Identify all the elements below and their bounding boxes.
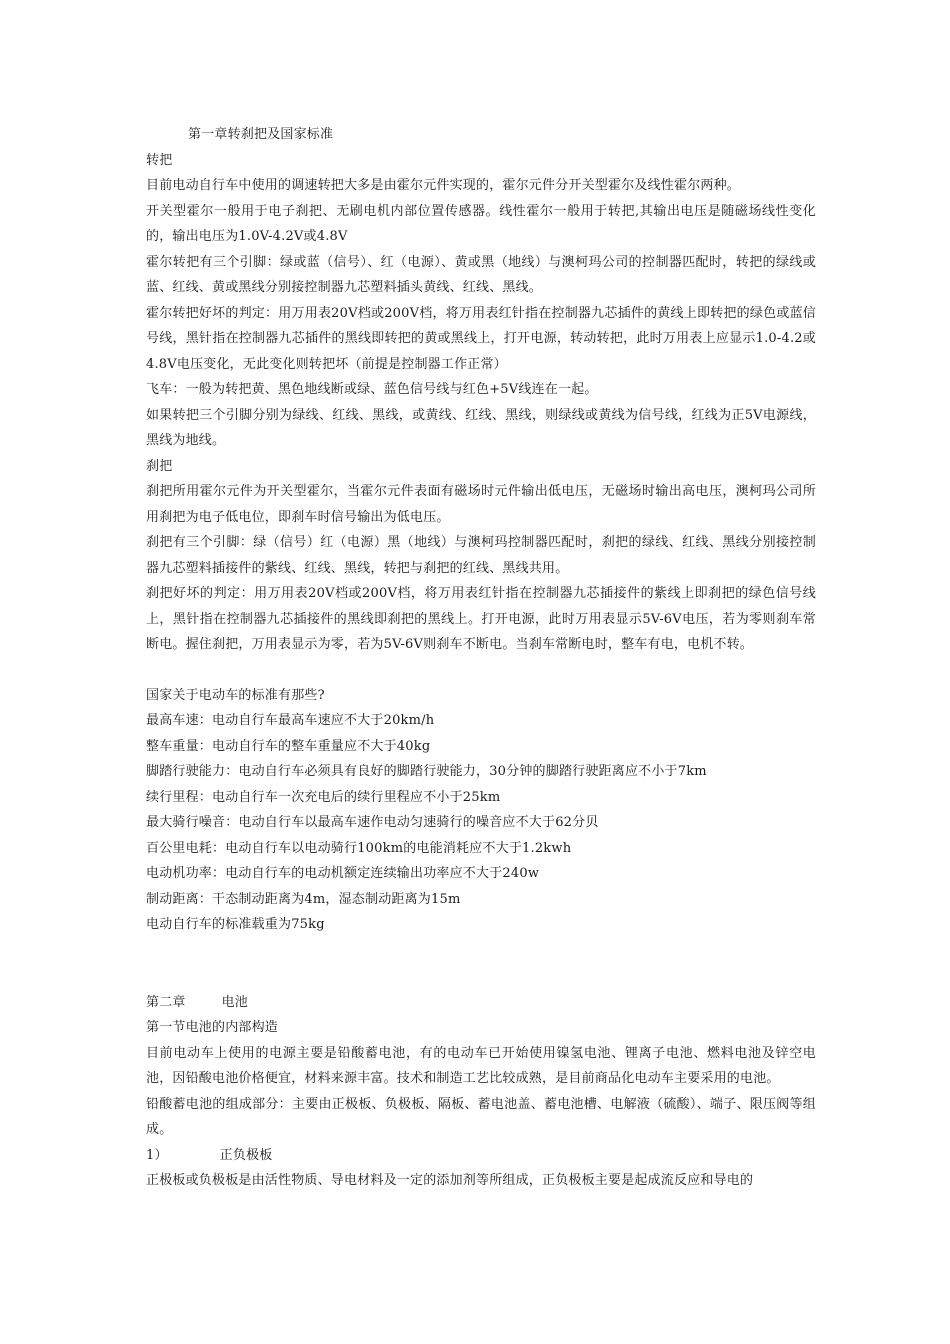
paragraph: 目前电动自行车中使用的调速转把大多是由霍尔元件实现的，霍尔元件分开关型霍尔及线性霍尔两种。 — [146, 178, 741, 193]
paragraph: 目前电动车上使用的电源主要是铅酸蓄电池，有的电动车已开始使用镍氢电池、锂离子电池、燃料电池及锌空电池，因铅酸电池价格便宜，材料来源丰富。技术和制造工艺比较成熟，是目前商品化电动车主要采用的电池。 — [146, 1045, 816, 1086]
chapter1-title: 第一章转刹把及国家标准 — [188, 127, 334, 142]
blank-line — [146, 938, 816, 990]
chapter2-name: 电池 — [221, 994, 249, 1010]
standard-item: 最大骑行噪音：电动自行车以最高车速作电动匀速骑行的噪音应不大于62分贝 — [146, 815, 599, 830]
standard-item: 脚踏行驶能力：电动自行车必须具有良好的脚踏行驶能力，30分钟的脚踏行驶距离应不小于7km — [146, 764, 707, 779]
standard-item: 整车重量：电动自行车的整车重量应不大于40kg — [146, 738, 431, 754]
paragraph: 飞车：一般为转把黄、黑色地线断或绿、蓝色信号线与红色+5V线连在一起。 — [146, 382, 598, 397]
paragraph: 霍尔转把好坏的判定：用万用表20V档或200V档，将万用表红针指在控制器九芯插件的黄线上即转把的绿色或蓝信号线，黑针指在控制器九芯插件的黑线即转把的黄或黑线上，打开电源，转动转把，此时万用表上应显示1.0-4.2或4.8V电压变化，无此变化则转把坏（前提是控制器工作正常） — [146, 305, 816, 372]
paragraph: 如果转把三个引脚分别为绿线、红线、黑线，或黄线、红线、黑线，则绿线或黄线为信号线，红线为正5V电源线，黑线为地线。 — [146, 407, 816, 448]
chapter2-label: 第二章 — [146, 994, 186, 1010]
list-item-number: 1） — [146, 1147, 168, 1163]
standard-item: 最高车速：电动自行车最高车速应不大于20km/h — [146, 713, 435, 728]
paragraph: 铅酸蓄电池的组成部分：主要由正极板、负极板、隔板、蓄电池盖、蓄电池槽、电解液（硫酸）、端子、限压阀等组成。 — [146, 1096, 816, 1137]
paragraph: 正极板或负极板是由活性物质、导电材料及一定的添加剂等所组成，正负极板主要是起成流反应和导电的 — [146, 1173, 754, 1188]
standard-item: 百公里电耗：电动自行车以电动骑行100km的电能消耗应不大于1.2kwh — [146, 840, 572, 856]
paragraph: 刹把好坏的判定：用万用表20V档或200V档，将万用表红针指在控制器九芯插接件的紫线上即刹把的绿色信号线上，黑针指在控制器九芯插接件的黑线即刹把的黑线上。打开电源，此时万用表显示5V-6V电压，若为零则刹车常断电。握住刹把，万用表显示为零，若为5V-6V则刹车不断电。当刹车常断电时，整车有电，电机不转。 — [146, 586, 816, 652]
list-item-label: 正负极板 — [219, 1147, 273, 1163]
standard-item: 续行里程：电动自行车一次充电后的续行里程应不小于25km — [146, 789, 501, 805]
standard-item: 电动自行车的标准载重为75kg — [146, 917, 325, 932]
paragraph: 刹把有三个引脚：绿（信号）红（电源）黑（地线）与澳柯玛控制器匹配时，刹把的绿线、红线、黑线分别接控制器九芯塑料插接件的紫线、红线、黑线，转把与刹把的红线、黑线共用。 — [146, 535, 816, 576]
standards-question: 国家关于电动车的标准有那些? — [146, 687, 325, 703]
section-heading: 第一节电池的内部构造 — [146, 1020, 279, 1035]
blank-line — [146, 658, 816, 683]
list-item — [146, 1143, 816, 1169]
section-heading-throttle: 转把 — [146, 152, 173, 168]
standard-item: 电动机功率：电动自行车的电动机额定连续输出功率应不大于240w — [146, 866, 540, 881]
document-page — [146, 122, 816, 1194]
paragraph: 开关型霍尔一般用于电子刹把、无刷电机内部位置传感器。线性霍尔一般用于转把,其输出电压是随磁场线性变化的，输出电压为1.0V-4.2V或4.8V — [146, 203, 816, 244]
standard-item: 制动距离：干态制动距离为4m，湿态制动距离为15m — [146, 891, 461, 907]
section-heading-brake: 刹把 — [146, 458, 173, 474]
paragraph: 霍尔转把有三个引脚：绿或蓝（信号）、红（电源）、黄或黑（地线）与澳柯玛公司的控制器匹配时，转把的绿线或蓝、红线、黄或黑线分别接控制器九芯塑料插头黄线、红线、黑线。 — [146, 254, 816, 295]
chapter2-title — [146, 990, 816, 1016]
paragraph: 刹把所用霍尔元件为开关型霍尔，当霍尔元件表面有磁场时元件输出低电压，无磁场时输出高电压，澳柯玛公司所用刹把为电子低电位，即刹车时信号输出为低电压。 — [146, 484, 816, 525]
